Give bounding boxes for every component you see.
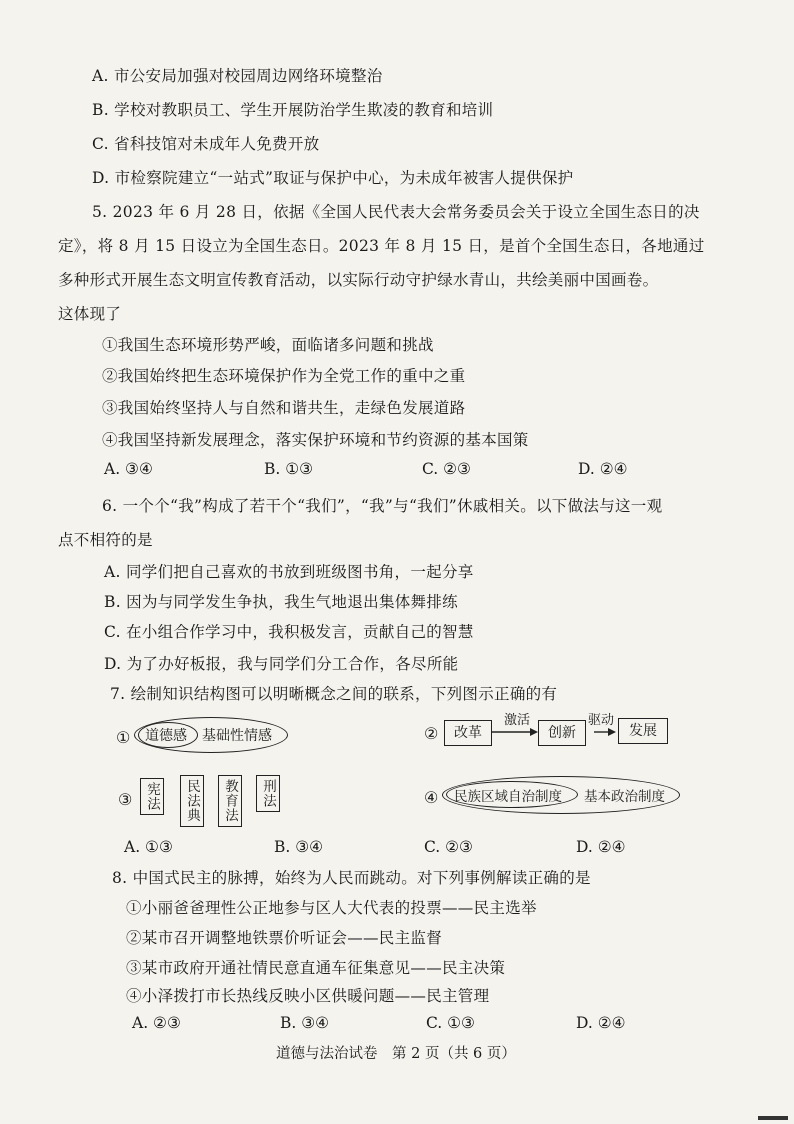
arrow-right-icon (608, 728, 616, 736)
q7-diagram-2-arrow-label-2: 驱动 (588, 713, 615, 728)
q7-choice-b: B. ③④ (274, 838, 324, 856)
q5-statement-2: ②我国始终把生态环境保护作为全党工作的重中之重 (102, 367, 466, 385)
q8-statement-3: ③某市政府开通社情民意直通车征集意见——民主决策 (126, 959, 506, 977)
q5-stem-line-2: 定》，将 8 月 15 日设立为全国生态日。2023 年 8 月 15 日，是首个全国生态日，各地通过 (58, 237, 705, 255)
q7-choice-d: D. ②④ (576, 838, 626, 856)
q8-statement-1: ①小丽爸爸理性公正地参与区人大代表的投票——民主选举 (126, 899, 537, 917)
q8-choices (132, 1014, 692, 1034)
q5-statement-1: ①我国生态环境形势严峻，面临诸多问题和挑战 (102, 336, 434, 354)
q8-choice-c: C. ①③ (426, 1014, 475, 1032)
q5-choice-c: C. ②③ (422, 460, 471, 478)
q7-diagram-4-number: ④ (424, 788, 439, 807)
q4-option-b: B. 学校对教职员工、学生开展防治学生欺凌的教育和培训 (92, 101, 494, 119)
q7-diagram-3-box-1: 宪法 (140, 778, 164, 815)
q5-stem-line-3: 多种形式开展生态文明宣传教育活动，以实际行动守护绿水青山，共绘美丽中国画卷。 (58, 271, 659, 289)
q5-choice-d: D. ②④ (578, 460, 628, 478)
q6-stem-line-2: 点不相符的是 (58, 531, 153, 549)
q7-diagram-2-box-innovation: 创新 (538, 720, 586, 746)
q5-choice-b: B. ①③ (264, 460, 314, 478)
q4-option-d: D. 市检察院建立“一站式”取证与保护中心，为未成年被害人提供保护 (92, 169, 574, 187)
q7-diagram-4-outer-label: 基本政治制度 (584, 789, 665, 805)
q7-diagram-2-box-reform: 改革 (444, 720, 492, 746)
scan-mark (758, 1116, 788, 1120)
q8-choice-a: A. ②③ (132, 1014, 181, 1032)
q7-diagram-2-box-development: 发展 (618, 718, 668, 744)
q8-statement-2: ②某市召开调整地铁票价听证会——民主监督 (126, 929, 443, 947)
q5-choice-a: A. ③④ (104, 460, 153, 478)
q7-diagram-4-inner-label: 民族区域自治制度 (454, 789, 562, 805)
q5-choices (104, 460, 664, 480)
q5-stem-line-4: 这体现了 (58, 305, 122, 323)
q6-option-a: A. 同学们把自己喜欢的书放到班级图书角，一起分享 (104, 563, 474, 581)
q7-diagram-2-arrow-label-1: 激活 (504, 713, 531, 728)
q7-stem: 7. 绘制知识结构图可以明晰概念之间的联系，下列图示正确的有 (110, 685, 558, 703)
q7-diagram-3-box-4: 刑法 (256, 775, 280, 812)
q7-diagram-3-box-3: 教育法 (218, 775, 242, 827)
page-footer: 道德与法治试卷 第 2 页（共 6 页） (276, 1046, 516, 1062)
q8-statement-4: ④小泽拨打市长热线反映小区供暖问题——民主管理 (126, 987, 490, 1005)
q8-choice-d: D. ②④ (576, 1014, 626, 1032)
q7-diagram-1-number: ① (116, 728, 131, 747)
q6-option-d: D. 为了办好板报，我与同学们分工合作，各尽所能 (104, 655, 459, 673)
q7-choices (124, 838, 684, 858)
q6-stem-line-1: 6. 一个个“我”构成了若干个“我们”，“我”与“我们”休戚相关。以下做法与这一观 (102, 497, 663, 515)
q5-statement-3: ③我国始终坚持人与自然和谐共生，走绿色发展道路 (102, 399, 466, 417)
q8-choice-b: B. ③④ (280, 1014, 330, 1032)
q7-choice-a: A. ①③ (124, 838, 173, 856)
q7-diagram-2-number: ② (424, 724, 439, 743)
q8-stem: 8. 中国式民主的脉搏，始终为人民而跳动。对下列事例解读正确的是 (112, 869, 591, 887)
q4-option-a: A. 市公安局加强对校园周边网络环境整治 (92, 67, 383, 85)
q7-diagram-3-number: ③ (118, 790, 133, 809)
q6-option-c: C. 在小组合作学习中，我积极发言，贡献自己的智慧 (104, 623, 474, 641)
q6-option-b: B. 因为与同学发生争执，我生气地退出集体舞排练 (104, 593, 458, 611)
q7-diagram-1-inner-label: 道德感 (145, 728, 187, 744)
q5-stem-line-1: 5. 2023 年 6 月 28 日，依据《全国人民代表大会常务委员会关于设立全国生态日的决 (92, 203, 700, 221)
q4-option-c: C. 省科技馆对未成年人免费开放 (92, 135, 320, 153)
q7-choice-c: C. ②③ (424, 838, 473, 856)
q5-statement-4: ④我国坚持新发展理念，落实保护环境和节约资源的基本国策 (102, 431, 529, 449)
q7-diagram-1-outer-label: 基础性情感 (202, 728, 272, 744)
q7-diagram-3-box-2: 民法典 (180, 775, 204, 827)
arrow-right-icon (530, 728, 538, 736)
